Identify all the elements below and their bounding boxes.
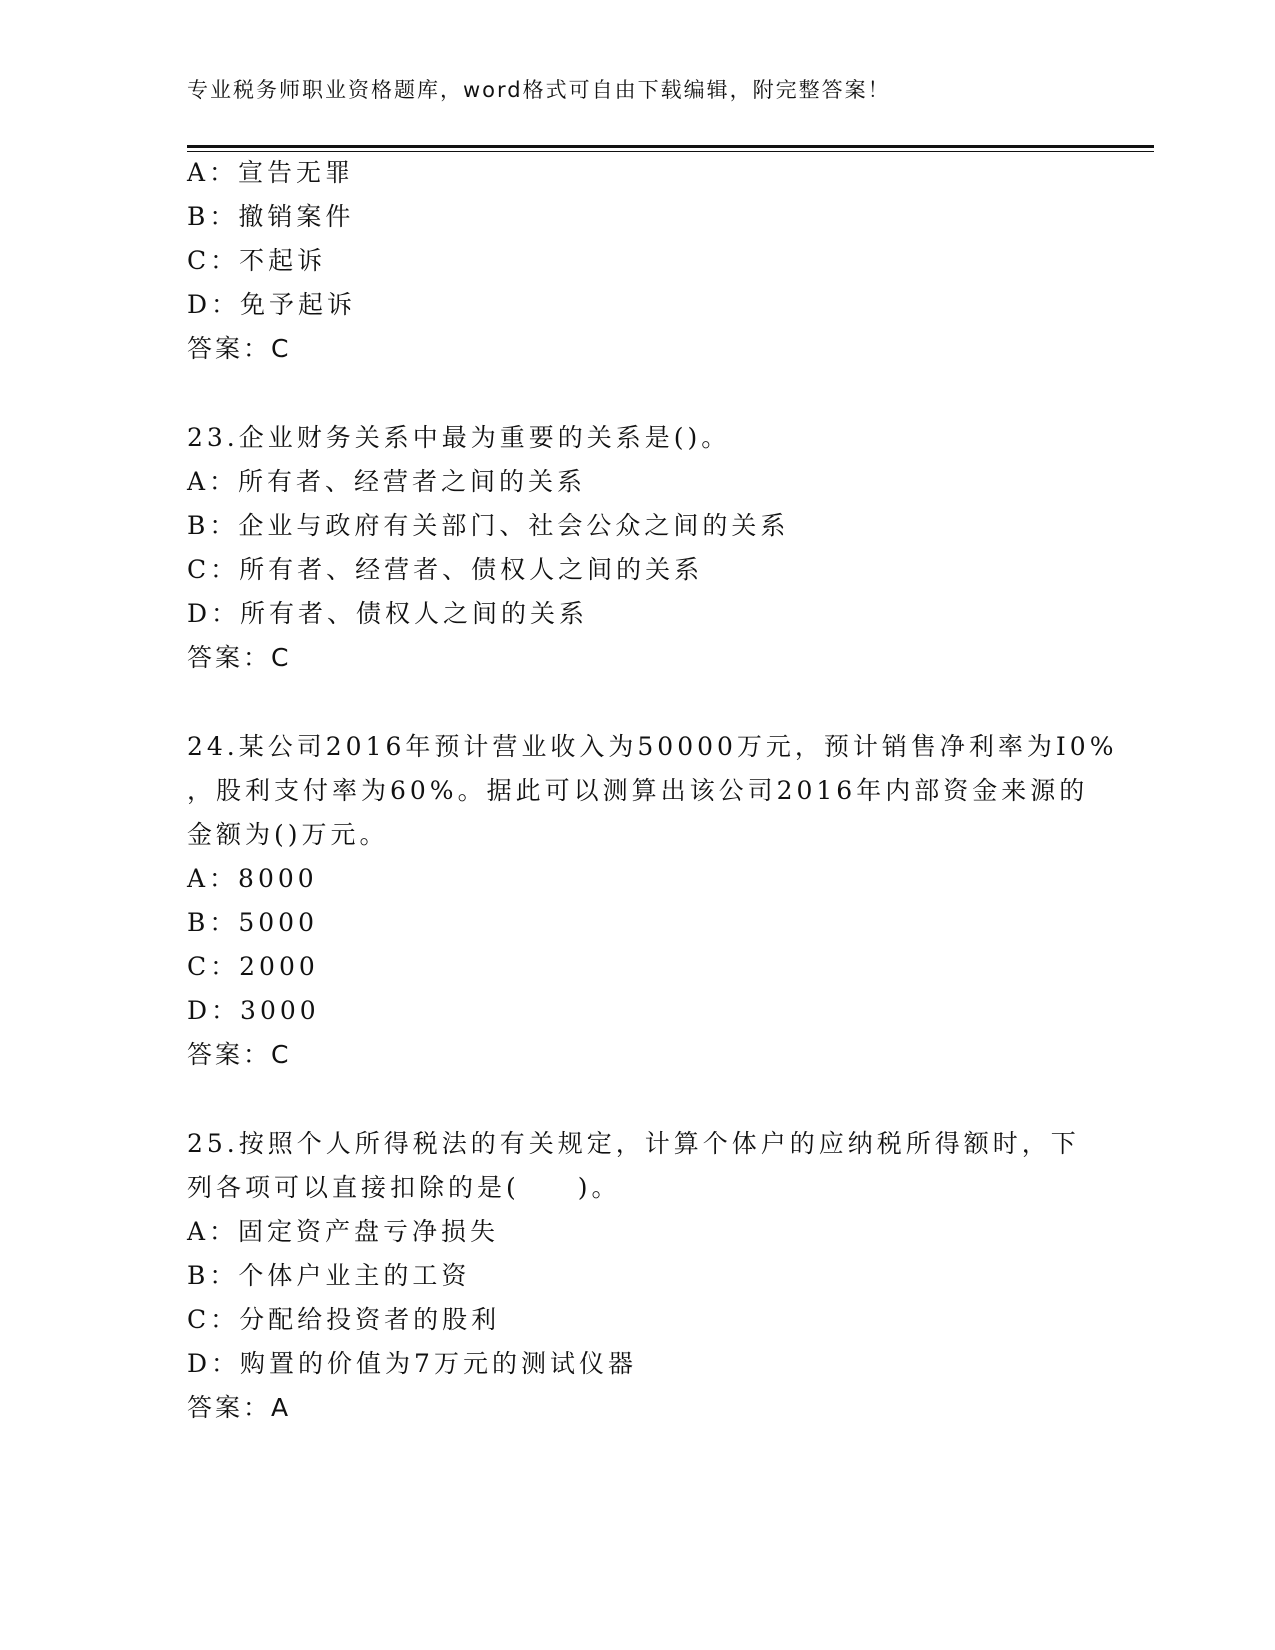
q25-option-b: B：个体户业主的工资 [187,1261,471,1290]
q22-option-a: A：宣告无罪 [187,158,355,187]
q24-option-b: B：5000 [187,908,318,937]
q24-question-line-1: 24.某公司2016年预计营业收入为50000万元，预计销售净利率为I0% [187,732,1118,761]
q23-option-d: D：所有者、债权人之间的关系 [187,599,589,628]
q25-question-line-1: 25.按照个人所得税法的有关规定，计算个体户的应纳税所得额时，下 [187,1129,1080,1158]
q23-question: 23.企业财务关系中最为重要的关系是()。 [187,423,731,452]
q23-answer: 答案：C [187,643,292,672]
q25-option-d: D：购置的价值为7万元的测试仪器 [187,1349,637,1378]
q24-question-line-2: ，股利支付率为60%。据此可以测算出该公司2016年内部资金来源的 [187,776,1089,805]
q24-answer: 答案：C [187,1040,292,1069]
q22-option-c: C：不起诉 [187,246,327,275]
q24-option-c: C：2000 [187,952,319,981]
q24-option-a: A：8000 [187,864,318,893]
q23-option-a: A：所有者、经营者之间的关系 [187,467,587,496]
q24-option-d: D：3000 [187,996,320,1025]
q24-question-line-3: 金额为()万元。 [187,820,389,849]
q22-answer: 答案：C [187,334,292,363]
q22-option-b: B：撤销案件 [187,202,355,231]
q25-question-line-2: 列各项可以直接扣除的是( )。 [187,1173,621,1202]
header-rule-thick [187,145,1154,148]
q25-option-a: A：固定资产盘亏净损失 [187,1217,500,1246]
q25-answer: 答案：A [187,1393,292,1422]
q23-option-c: C：所有者、经营者、债权人之间的关系 [187,555,704,584]
header-rule-thin [187,151,1154,152]
q23-option-b: B：企业与政府有关部门、社会公众之间的关系 [187,511,790,540]
page-header: 专业税务师职业资格题库，word格式可自由下载编辑，附完整答案！ [187,78,891,102]
q22-option-d: D：免予起诉 [187,290,357,319]
q25-option-c: C：分配给投资者的股利 [187,1305,501,1334]
